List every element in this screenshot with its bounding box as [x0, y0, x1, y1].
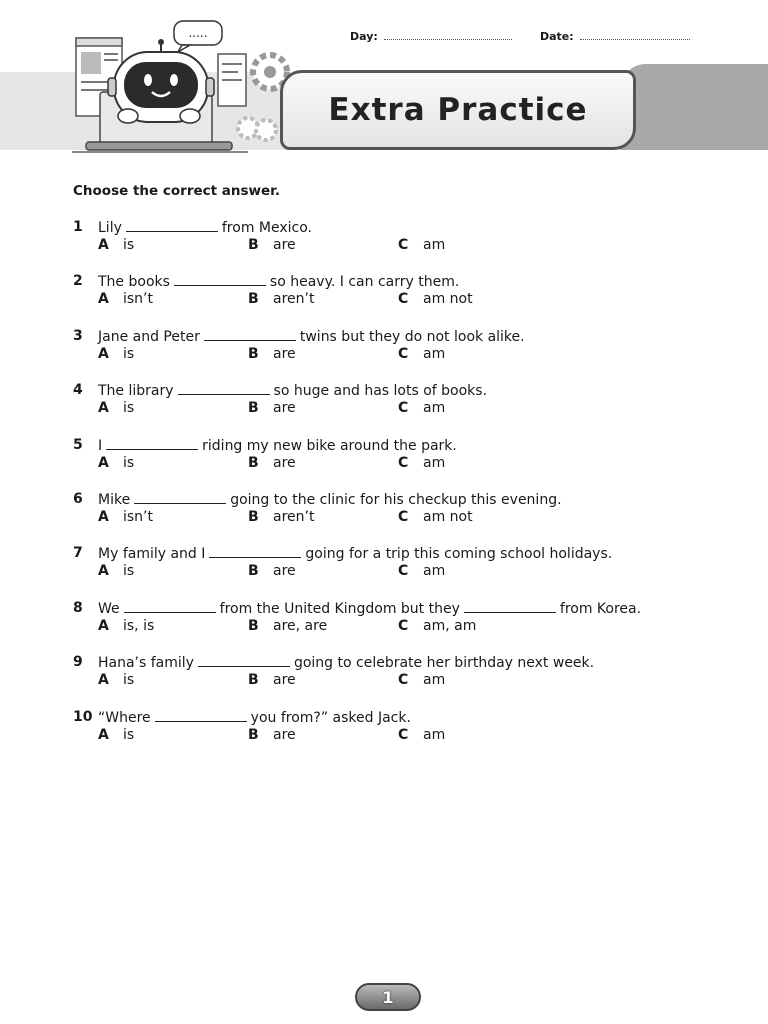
option-a[interactable] [98, 672, 134, 688]
question-text-after: from the United Kingdom but they [219, 600, 460, 617]
question-number: 6 [73, 490, 83, 507]
option-letter: C [398, 726, 409, 743]
date-dotted-line [580, 29, 690, 40]
option-text: is [123, 400, 135, 417]
question-text-after: from Mexico. [221, 220, 312, 236]
option-letter: C [398, 563, 409, 580]
question-item [73, 654, 713, 708]
day-dotted-line [384, 29, 512, 40]
option-text: is [123, 672, 135, 689]
title-banner [280, 70, 636, 150]
option-c[interactable] [398, 672, 445, 688]
option-c[interactable] [398, 618, 476, 634]
question-text-before: Mike [98, 491, 131, 508]
option-letter: B [248, 400, 259, 417]
answer-blank[interactable] [124, 600, 216, 613]
date-label: Date: [540, 30, 574, 43]
option-b[interactable] [248, 509, 314, 525]
question-number: 3 [73, 327, 83, 344]
option-letter: A [98, 508, 109, 525]
date-field [540, 29, 690, 43]
option-b[interactable] [248, 291, 314, 307]
answer-blank[interactable] [174, 273, 266, 286]
question-number: 7 [73, 545, 83, 562]
option-text: aren’t [273, 508, 315, 525]
question-text-after: twins but they do not look alike. [299, 328, 525, 345]
question-item [73, 545, 713, 599]
question-text-before: I [98, 437, 103, 454]
option-letter: C [398, 400, 409, 417]
option-text: am [423, 454, 446, 471]
option-text: am [423, 400, 446, 417]
option-text: are [273, 237, 296, 253]
page-number: 1 [382, 987, 394, 1007]
question-text-before: My family and I [98, 546, 206, 563]
question-text-before: “Where [98, 709, 151, 726]
question-number: 9 [73, 654, 83, 671]
option-a[interactable] [98, 509, 153, 525]
question-item [73, 600, 713, 654]
question-item [73, 219, 713, 273]
option-a[interactable] [98, 455, 134, 471]
question-text [98, 219, 312, 236]
option-text: are [273, 345, 296, 362]
option-letter: B [248, 672, 259, 689]
question-item [73, 273, 713, 327]
option-text: are [273, 672, 296, 689]
question-item [73, 382, 713, 436]
question-number: 5 [73, 436, 83, 453]
option-text: are [273, 454, 296, 471]
option-letter: C [398, 345, 409, 362]
option-text: am [423, 563, 446, 580]
question-text-before: The books [98, 274, 170, 291]
question-item [73, 437, 713, 491]
option-letter: C [398, 617, 409, 634]
option-b[interactable] [248, 618, 327, 634]
option-text: is [123, 345, 135, 362]
question-text [98, 437, 457, 454]
day-field [350, 29, 512, 43]
option-b[interactable] [248, 563, 296, 579]
option-letter: C [398, 237, 409, 253]
question-list [73, 219, 713, 763]
speech-bubble-text: ..... [188, 26, 208, 40]
question-text-after: riding my new bike around the park. [202, 437, 457, 454]
option-a[interactable] [98, 346, 134, 362]
question-item [73, 709, 713, 763]
option-text: am [423, 345, 446, 362]
option-c[interactable] [398, 400, 445, 416]
question-text [98, 545, 612, 562]
option-a[interactable] [98, 727, 134, 743]
question-text [98, 328, 525, 345]
answer-blank[interactable] [126, 219, 218, 232]
answer-blank[interactable] [464, 600, 556, 613]
option-c[interactable] [398, 237, 445, 253]
option-c[interactable] [398, 455, 445, 471]
option-letter: B [248, 563, 259, 580]
question-text-after: so huge and has lots of books. [273, 383, 488, 400]
option-letter: A [98, 454, 109, 471]
option-text: isn’t [123, 508, 153, 525]
option-letter: B [248, 345, 259, 362]
question-number: 2 [73, 273, 83, 290]
header-band-right [620, 64, 768, 150]
question-item [73, 328, 713, 382]
question-text [98, 654, 594, 671]
page-number-badge [355, 983, 421, 1011]
question-text-after: going to celebrate her birthday next week. [293, 655, 595, 672]
instruction-text: Choose the correct answer. [73, 183, 281, 199]
page-title: Extra Practice [328, 92, 588, 128]
option-text: am [423, 726, 446, 743]
question-text-before: The library [98, 383, 174, 400]
option-c[interactable] [398, 727, 445, 743]
option-letter: C [398, 454, 409, 471]
option-text: am not [423, 508, 473, 525]
option-text: am not [423, 291, 473, 308]
option-text: is, is [123, 617, 155, 634]
question-text [98, 491, 562, 508]
question-text-after: so heavy. I can carry them. [269, 274, 460, 291]
option-text: is [123, 726, 135, 743]
question-text-after: from Korea. [559, 600, 642, 617]
option-letter: B [248, 508, 259, 525]
option-letter: A [98, 237, 109, 253]
option-text: aren’t [273, 291, 315, 308]
question-text-before: We [98, 600, 120, 617]
answer-blank[interactable] [155, 709, 247, 722]
question-text-after: going to the clinic for his checkup this evening. [230, 491, 562, 508]
option-text: are [273, 563, 296, 580]
robot-laptop-illustration [70, 16, 300, 156]
answer-blank[interactable] [134, 491, 226, 504]
option-a[interactable] [98, 400, 134, 416]
question-number: 10 [73, 708, 93, 725]
option-text: are [273, 726, 296, 743]
answer-blank[interactable] [209, 545, 301, 558]
option-b[interactable] [248, 672, 296, 688]
option-text: isn’t [123, 291, 153, 308]
option-letter: A [98, 563, 109, 580]
option-letter: B [248, 291, 259, 308]
question-number: 1 [73, 219, 83, 235]
option-text: am [423, 237, 446, 253]
option-letter: B [248, 454, 259, 471]
option-text: is [123, 563, 135, 580]
option-letter: A [98, 400, 109, 417]
question-text-before: Jane and Peter [98, 328, 200, 345]
option-letter: A [98, 726, 109, 743]
option-c[interactable] [398, 346, 445, 362]
option-letter: B [248, 237, 259, 253]
option-letter: B [248, 617, 259, 634]
day-label: Day: [350, 30, 378, 43]
question-text [98, 600, 641, 617]
option-text: are [273, 400, 296, 417]
option-c[interactable] [398, 291, 473, 307]
option-c[interactable] [398, 563, 445, 579]
option-b[interactable] [248, 727, 296, 743]
option-a[interactable] [98, 237, 134, 253]
option-letter: C [398, 672, 409, 689]
option-a[interactable] [98, 618, 154, 634]
option-letter: C [398, 291, 409, 308]
option-letter: B [248, 726, 259, 743]
option-text: am [423, 672, 446, 689]
question-text [98, 382, 487, 399]
option-text: is [123, 454, 135, 471]
question-text-after: going for a trip this coming school holidays. [305, 546, 613, 563]
option-letter: A [98, 345, 109, 362]
option-letter: C [398, 508, 409, 525]
answer-blank[interactable] [106, 437, 198, 450]
option-c[interactable] [398, 509, 473, 525]
question-text-after: you from?” asked Jack. [250, 709, 411, 726]
option-a[interactable] [98, 563, 134, 579]
option-letter: A [98, 672, 109, 689]
question-text-before: Hana’s family [98, 655, 194, 672]
question-text-before: Lily [98, 220, 122, 236]
question-text [98, 709, 411, 726]
option-letter: A [98, 617, 109, 634]
option-b[interactable] [248, 346, 296, 362]
option-text: is [123, 237, 135, 253]
option-b[interactable] [248, 237, 296, 253]
option-letter: A [98, 291, 109, 308]
question-text [98, 273, 459, 290]
answer-blank[interactable] [204, 328, 296, 341]
question-number: 8 [73, 599, 83, 616]
question-item [73, 491, 713, 545]
option-b[interactable] [248, 400, 296, 416]
option-b[interactable] [248, 455, 296, 471]
option-text: am, am [423, 617, 477, 634]
option-a[interactable] [98, 291, 153, 307]
answer-blank[interactable] [178, 382, 270, 395]
question-number: 4 [73, 382, 83, 399]
option-text: are, are [273, 617, 328, 634]
answer-blank[interactable] [198, 654, 290, 667]
